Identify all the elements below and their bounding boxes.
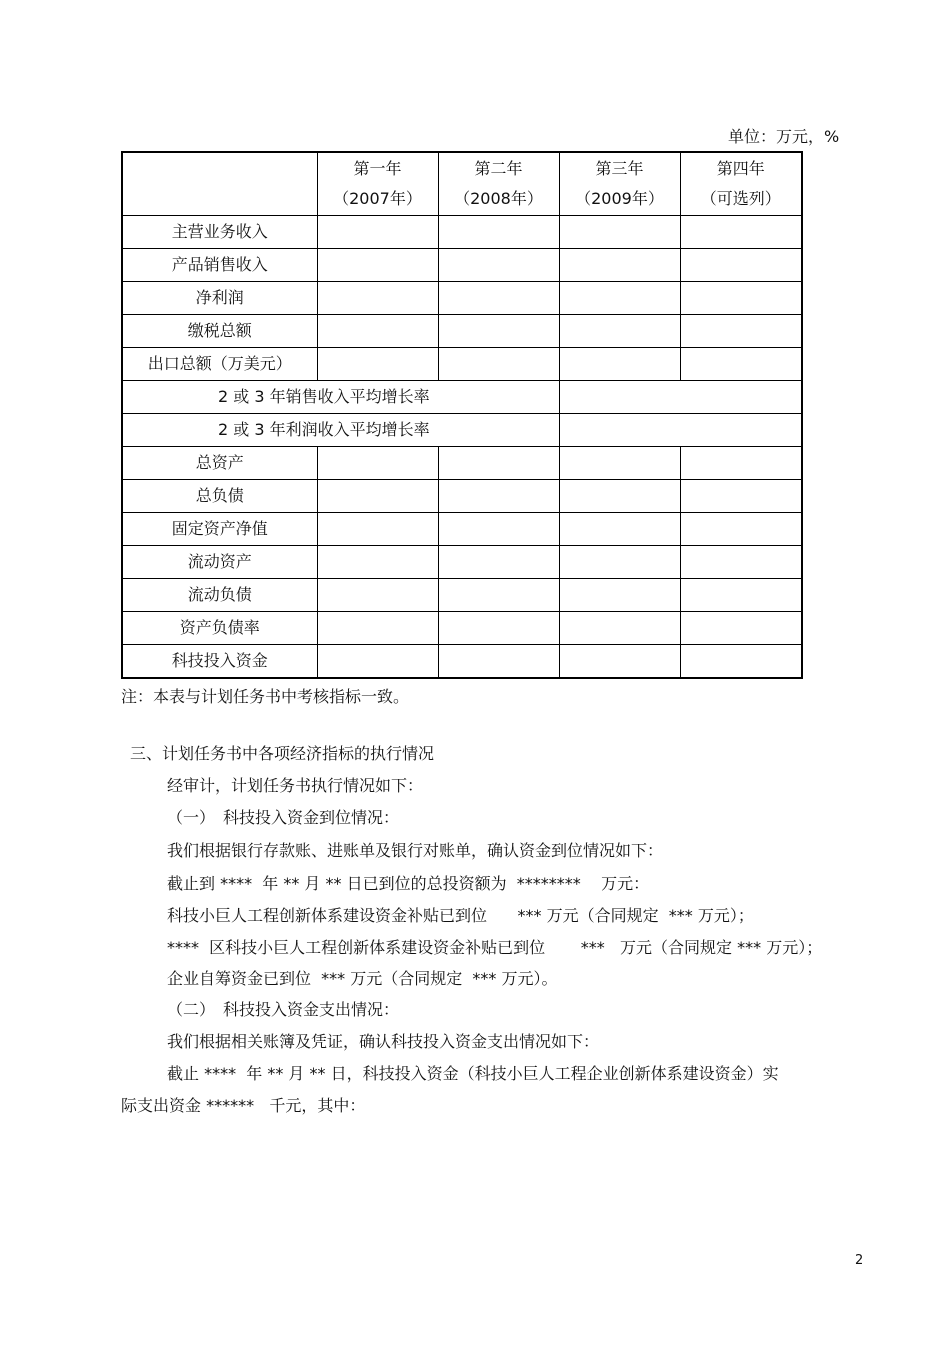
header-year-3: 第三年 （2009年） xyxy=(559,152,680,216)
table-row xyxy=(122,249,802,282)
unit-label: 单位：万元，% xyxy=(728,127,840,146)
value-cell[interactable] xyxy=(559,216,680,249)
value-cell[interactable] xyxy=(317,513,438,546)
value-cell[interactable] xyxy=(559,447,680,480)
row-label: 流动负债 xyxy=(122,579,317,612)
value-cell[interactable] xyxy=(317,249,438,282)
value-cell[interactable] xyxy=(317,447,438,480)
table-row xyxy=(122,315,802,348)
body-line: 我们根据银行存款账、进账单及银行对账单，确认资金到位情况如下： xyxy=(167,841,664,860)
table-note: 注：本表与计划任务书中考核指标一致。 xyxy=(121,687,410,706)
row-label: 出口总额（万美元） xyxy=(122,348,317,381)
growth-row xyxy=(122,414,802,447)
value-cell[interactable] xyxy=(438,348,559,381)
row-label: 净利润 xyxy=(122,282,317,315)
value-cell[interactable] xyxy=(559,249,680,282)
growth-row-label: 2 或 3 年利润收入平均增长率 xyxy=(122,414,559,447)
row-label: 产品销售收入 xyxy=(122,249,317,282)
value-cell[interactable] xyxy=(317,546,438,579)
financial-indicator-table xyxy=(121,151,803,679)
body-line: 我们根据相关账簿及凭证，确认科技投入资金支出情况如下： xyxy=(167,1032,600,1051)
value-cell[interactable] xyxy=(438,645,559,679)
value-cell[interactable] xyxy=(317,645,438,679)
table-row xyxy=(122,447,802,480)
value-cell[interactable] xyxy=(559,645,680,679)
value-cell[interactable] xyxy=(559,315,680,348)
value-cell[interactable] xyxy=(317,282,438,315)
row-label: 资产负债率 xyxy=(122,612,317,645)
value-cell[interactable] xyxy=(680,546,802,579)
value-cell[interactable] xyxy=(680,447,802,480)
value-cell[interactable] xyxy=(317,216,438,249)
row-label: 主营业务收入 xyxy=(122,216,317,249)
table-row xyxy=(122,348,802,381)
table-row xyxy=(122,612,802,645)
value-cell[interactable] xyxy=(438,612,559,645)
subsection-heading: （二） 科技投入资金支出情况： xyxy=(167,1000,400,1019)
table-row xyxy=(122,645,802,679)
table-row xyxy=(122,480,802,513)
table-header-row xyxy=(122,152,802,216)
value-cell[interactable] xyxy=(317,579,438,612)
value-cell[interactable] xyxy=(559,612,680,645)
value-cell[interactable] xyxy=(559,414,802,447)
value-cell[interactable] xyxy=(680,480,802,513)
value-cell[interactable] xyxy=(559,282,680,315)
value-cell[interactable] xyxy=(438,282,559,315)
value-cell[interactable] xyxy=(680,249,802,282)
header-blank-cell xyxy=(122,152,317,216)
value-cell[interactable] xyxy=(317,612,438,645)
subsection-heading: （一） 科技投入资金到位情况： xyxy=(167,808,400,827)
body-line: 截止 **** 年 ** 月 ** 日，科技投入资金（科技小巨人工程企业创新体系建设资金）实 xyxy=(167,1064,779,1083)
value-cell[interactable] xyxy=(559,480,680,513)
body-line: 截止到 **** 年 ** 月 ** 日已到位的总投资额为 ******** 万元： xyxy=(167,874,650,893)
value-cell[interactable] xyxy=(559,513,680,546)
table-row xyxy=(122,513,802,546)
growth-row-label: 2 或 3 年销售收入平均增长率 xyxy=(122,381,559,414)
body-line: 企业自筹资金已到位 *** 万元（合同规定 *** 万元）。 xyxy=(167,969,558,988)
value-cell[interactable] xyxy=(680,282,802,315)
value-cell[interactable] xyxy=(559,348,680,381)
value-cell[interactable] xyxy=(680,216,802,249)
value-cell[interactable] xyxy=(680,513,802,546)
value-cell[interactable] xyxy=(438,249,559,282)
table-row xyxy=(122,546,802,579)
table-row xyxy=(122,216,802,249)
value-cell[interactable] xyxy=(438,480,559,513)
body-line: 际支出资金 ****** 千元，其中： xyxy=(121,1096,366,1115)
header-year-4: 第四年 （可选列） xyxy=(680,152,802,216)
row-label: 流动资产 xyxy=(122,546,317,579)
table-row xyxy=(122,579,802,612)
row-label: 固定资产净值 xyxy=(122,513,317,546)
row-label: 缴税总额 xyxy=(122,315,317,348)
value-cell[interactable] xyxy=(680,612,802,645)
row-label: 总资产 xyxy=(122,447,317,480)
value-cell[interactable] xyxy=(438,546,559,579)
value-cell[interactable] xyxy=(680,315,802,348)
value-cell[interactable] xyxy=(559,546,680,579)
value-cell[interactable] xyxy=(680,348,802,381)
value-cell[interactable] xyxy=(438,216,559,249)
body-line: 科技小巨人工程创新体系建设资金补贴已到位 *** 万元（合同规定 *** 万元）； xyxy=(167,906,754,925)
value-cell[interactable] xyxy=(438,513,559,546)
value-cell[interactable] xyxy=(317,315,438,348)
body-line: **** 区科技小巨人工程创新体系建设资金补贴已到位 *** 万元（合同规定 *** 万元）； xyxy=(167,938,823,957)
value-cell[interactable] xyxy=(317,480,438,513)
page-number: 2 xyxy=(855,1253,864,1268)
value-cell[interactable] xyxy=(317,348,438,381)
body-line: 经审计，计划任务书执行情况如下： xyxy=(167,776,424,795)
value-cell[interactable] xyxy=(438,315,559,348)
value-cell[interactable] xyxy=(680,645,802,679)
table-row xyxy=(122,282,802,315)
section-title: 三、计划任务书中各项经济指标的执行情况 xyxy=(130,744,435,763)
row-label: 总负债 xyxy=(122,480,317,513)
value-cell[interactable] xyxy=(438,579,559,612)
value-cell[interactable] xyxy=(680,579,802,612)
value-cell[interactable] xyxy=(438,447,559,480)
header-year-2: 第二年 （2008年） xyxy=(438,152,559,216)
growth-row xyxy=(122,381,802,414)
row-label: 科技投入资金 xyxy=(122,645,317,679)
header-year-1: 第一年 （2007年） xyxy=(317,152,438,216)
value-cell[interactable] xyxy=(559,381,802,414)
value-cell[interactable] xyxy=(559,579,680,612)
